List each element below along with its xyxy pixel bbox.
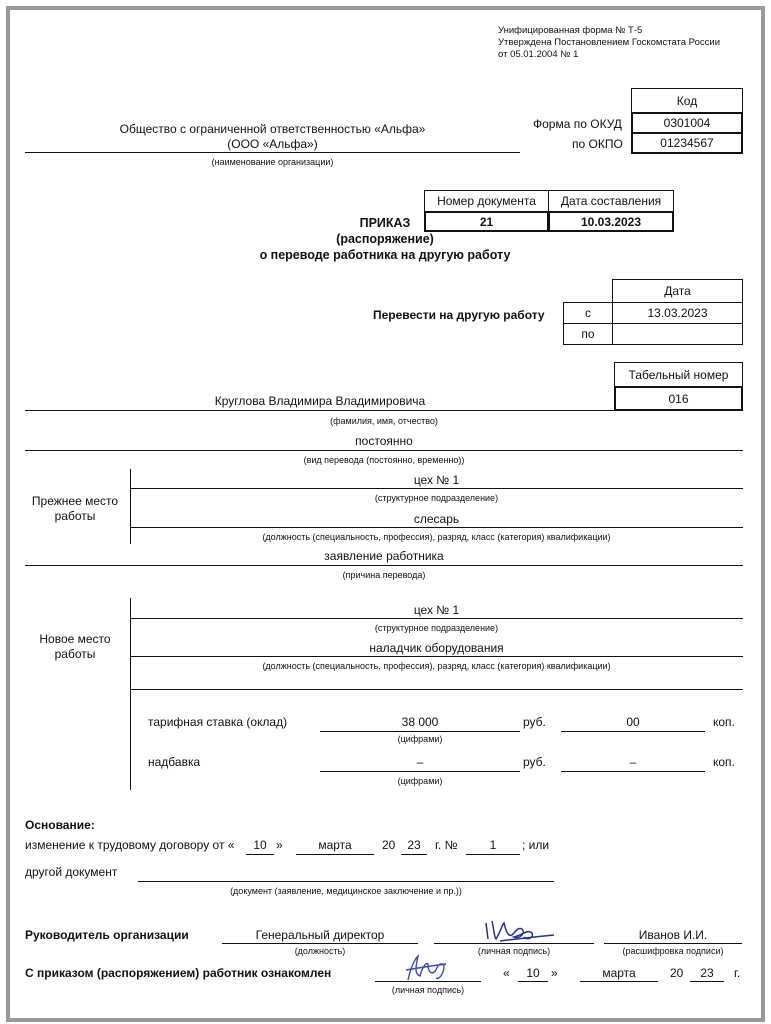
head-label: Руководитель организации bbox=[25, 928, 189, 942]
ack-day-line bbox=[518, 981, 548, 982]
kod-header: Код bbox=[631, 88, 743, 113]
form-line-3: от 05.01.2004 № 1 bbox=[498, 49, 579, 60]
new-position-caption: (должность (специальность, профессия), разряд, класс (категория) квалификации) bbox=[262, 661, 611, 671]
org-name-line-1: Общество с ограниченной ответственностью «Альфа» bbox=[119, 122, 426, 136]
bonus-kop-value: – bbox=[629, 755, 637, 769]
transfer-type: постоянно bbox=[355, 434, 413, 448]
new-label-line-1: Новое место bbox=[39, 632, 111, 646]
rate-caption: (цифрами) bbox=[397, 734, 443, 744]
basis-contract-text: изменение к трудовому договору от « bbox=[25, 838, 235, 852]
reason-value: заявление работника bbox=[324, 549, 444, 563]
tab-number-header: Табельный номер bbox=[614, 362, 743, 387]
new-position: наладчик оборудования bbox=[369, 641, 504, 655]
bonus-label: надбавка bbox=[148, 755, 201, 769]
reason-line bbox=[25, 565, 743, 566]
head-name-caption: (расшифровка подписи) bbox=[622, 946, 724, 956]
new-extra-line bbox=[130, 689, 743, 690]
bonus-value-line bbox=[320, 771, 520, 772]
basis-number: 1 bbox=[489, 838, 497, 852]
basis-other-caption: (документ (заявление, медицинское заключение и пр.)) bbox=[230, 886, 462, 896]
basis-other-line bbox=[138, 881, 554, 882]
head-name: Иванов И.И. bbox=[638, 928, 708, 942]
transfer-to-label: по bbox=[563, 323, 613, 345]
reason-caption: (причина перевода) bbox=[342, 570, 426, 580]
ack-day: 10 bbox=[526, 966, 540, 980]
new-label bbox=[25, 632, 125, 662]
head-position-caption: (должность) bbox=[294, 946, 346, 956]
basis-number-line bbox=[466, 854, 520, 855]
employee-name-caption: (фамилия, имя, отчество) bbox=[330, 416, 438, 426]
ack-year: 23 bbox=[700, 966, 714, 980]
form-line-2: Утверждена Постановлением Госкомстата России bbox=[498, 37, 720, 48]
rate-kop-value: 00 bbox=[626, 715, 640, 729]
org-caption: (наименование организации) bbox=[211, 157, 334, 167]
basis-day-line bbox=[246, 854, 274, 855]
rate-rub: руб. bbox=[523, 715, 546, 729]
basis-year-prefix: 20 bbox=[382, 838, 396, 852]
transfer-to-value bbox=[612, 323, 743, 345]
tab-number-value: 016 bbox=[614, 386, 743, 411]
employee-signature-icon bbox=[400, 952, 460, 984]
ack-g: г. bbox=[734, 966, 741, 980]
transfer-from-label: с bbox=[563, 302, 613, 324]
basis-month: марта bbox=[318, 838, 352, 852]
basis-title: Основание: bbox=[25, 818, 95, 832]
head-position: Генеральный директор bbox=[255, 928, 385, 942]
ack-month: марта bbox=[602, 966, 636, 980]
basis-month-line bbox=[296, 854, 374, 855]
transfer-type-line bbox=[25, 450, 743, 451]
doc-title-subject: о переводе работника на другую работу bbox=[259, 248, 511, 262]
basis-or: ; или bbox=[522, 838, 550, 852]
new-position-line bbox=[130, 656, 743, 657]
basis-quote-close: » bbox=[276, 838, 283, 852]
ack-open-quote: « bbox=[503, 966, 510, 980]
okud-label: Форма по ОКУД bbox=[533, 117, 622, 131]
okpo-label: по ОКПО bbox=[572, 137, 623, 151]
rate-value-line bbox=[320, 731, 520, 732]
employee-name: Круглова Владимира Владимировича bbox=[214, 394, 426, 408]
ack-year-prefix: 20 bbox=[670, 966, 684, 980]
basis-other-label: другой документ bbox=[25, 865, 118, 879]
ack-close-quote: » bbox=[551, 966, 558, 980]
org-name-line-2: (ООО «Альфа») bbox=[227, 137, 318, 151]
doc-date-header: Дата составления bbox=[548, 190, 674, 212]
previous-unit: цех № 1 bbox=[413, 473, 460, 487]
bonus-value: – bbox=[416, 755, 424, 769]
head-sign-caption: (личная подпись) bbox=[477, 946, 551, 956]
rate-label: тарифная ставка (оклад) bbox=[148, 715, 288, 729]
previous-label-line-1: Прежнее место bbox=[31, 494, 119, 508]
form-line-1: Унифицированная форма № Т-5 bbox=[498, 25, 643, 36]
new-unit: цех № 1 bbox=[413, 603, 460, 617]
previous-label-line-2: работы bbox=[54, 509, 96, 523]
transfer-date-header: Дата bbox=[612, 279, 743, 303]
previous-unit-caption: (структурное подразделение) bbox=[374, 493, 499, 503]
rate-value: 38 000 bbox=[401, 715, 439, 729]
form-header bbox=[498, 25, 720, 61]
doc-title-sub: (распоряжение) bbox=[336, 232, 434, 246]
transfer-label: Перевести на другую работу bbox=[373, 308, 545, 322]
rate-kop: коп. bbox=[713, 715, 735, 729]
basis-g-no: г. № bbox=[435, 838, 458, 852]
basis-year-line bbox=[401, 854, 427, 855]
ack-year-line bbox=[690, 981, 724, 982]
ack-sign-caption: (личная подпись) bbox=[391, 985, 465, 995]
rate-kop-line bbox=[561, 731, 705, 732]
new-unit-caption: (структурное подразделение) bbox=[374, 623, 499, 633]
basis-year: 23 bbox=[407, 838, 421, 852]
head-position-line bbox=[222, 943, 418, 944]
previous-position: слесарь bbox=[413, 512, 460, 526]
previous-unit-line bbox=[130, 488, 743, 489]
doc-number-value: 21 bbox=[424, 211, 549, 232]
bonus-rub: руб. bbox=[523, 755, 546, 769]
ack-month-line bbox=[580, 981, 658, 982]
employee-name-line bbox=[25, 410, 615, 411]
transfer-type-caption: (вид перевода (постоянно, временно)) bbox=[303, 455, 465, 465]
basis-day: 10 bbox=[253, 838, 267, 852]
head-name-line bbox=[604, 943, 742, 944]
new-unit-line bbox=[130, 618, 743, 619]
previous-position-line bbox=[130, 527, 743, 528]
okpo-value: 01234567 bbox=[631, 132, 743, 154]
ack-label: С приказом (распоряжением) работник ознакомлен bbox=[25, 966, 332, 980]
doc-number-header: Номер документа bbox=[424, 190, 549, 212]
okud-value: 0301004 bbox=[631, 112, 743, 134]
new-label-line-2: работы bbox=[54, 647, 96, 661]
previous-position-caption: (должность (специальность, профессия), разряд, класс (категория) квалификации) bbox=[262, 532, 611, 542]
doc-title: ПРИКАЗ bbox=[359, 216, 411, 230]
bonus-kop-line bbox=[561, 771, 705, 772]
previous-label bbox=[25, 494, 125, 524]
head-signature-icon bbox=[480, 915, 560, 947]
doc-date-value: 10.03.2023 bbox=[548, 211, 674, 232]
bonus-kop: коп. bbox=[713, 755, 735, 769]
bonus-caption: (цифрами) bbox=[397, 776, 443, 786]
org-underline bbox=[25, 152, 520, 153]
transfer-from-value: 13.03.2023 bbox=[612, 302, 743, 324]
